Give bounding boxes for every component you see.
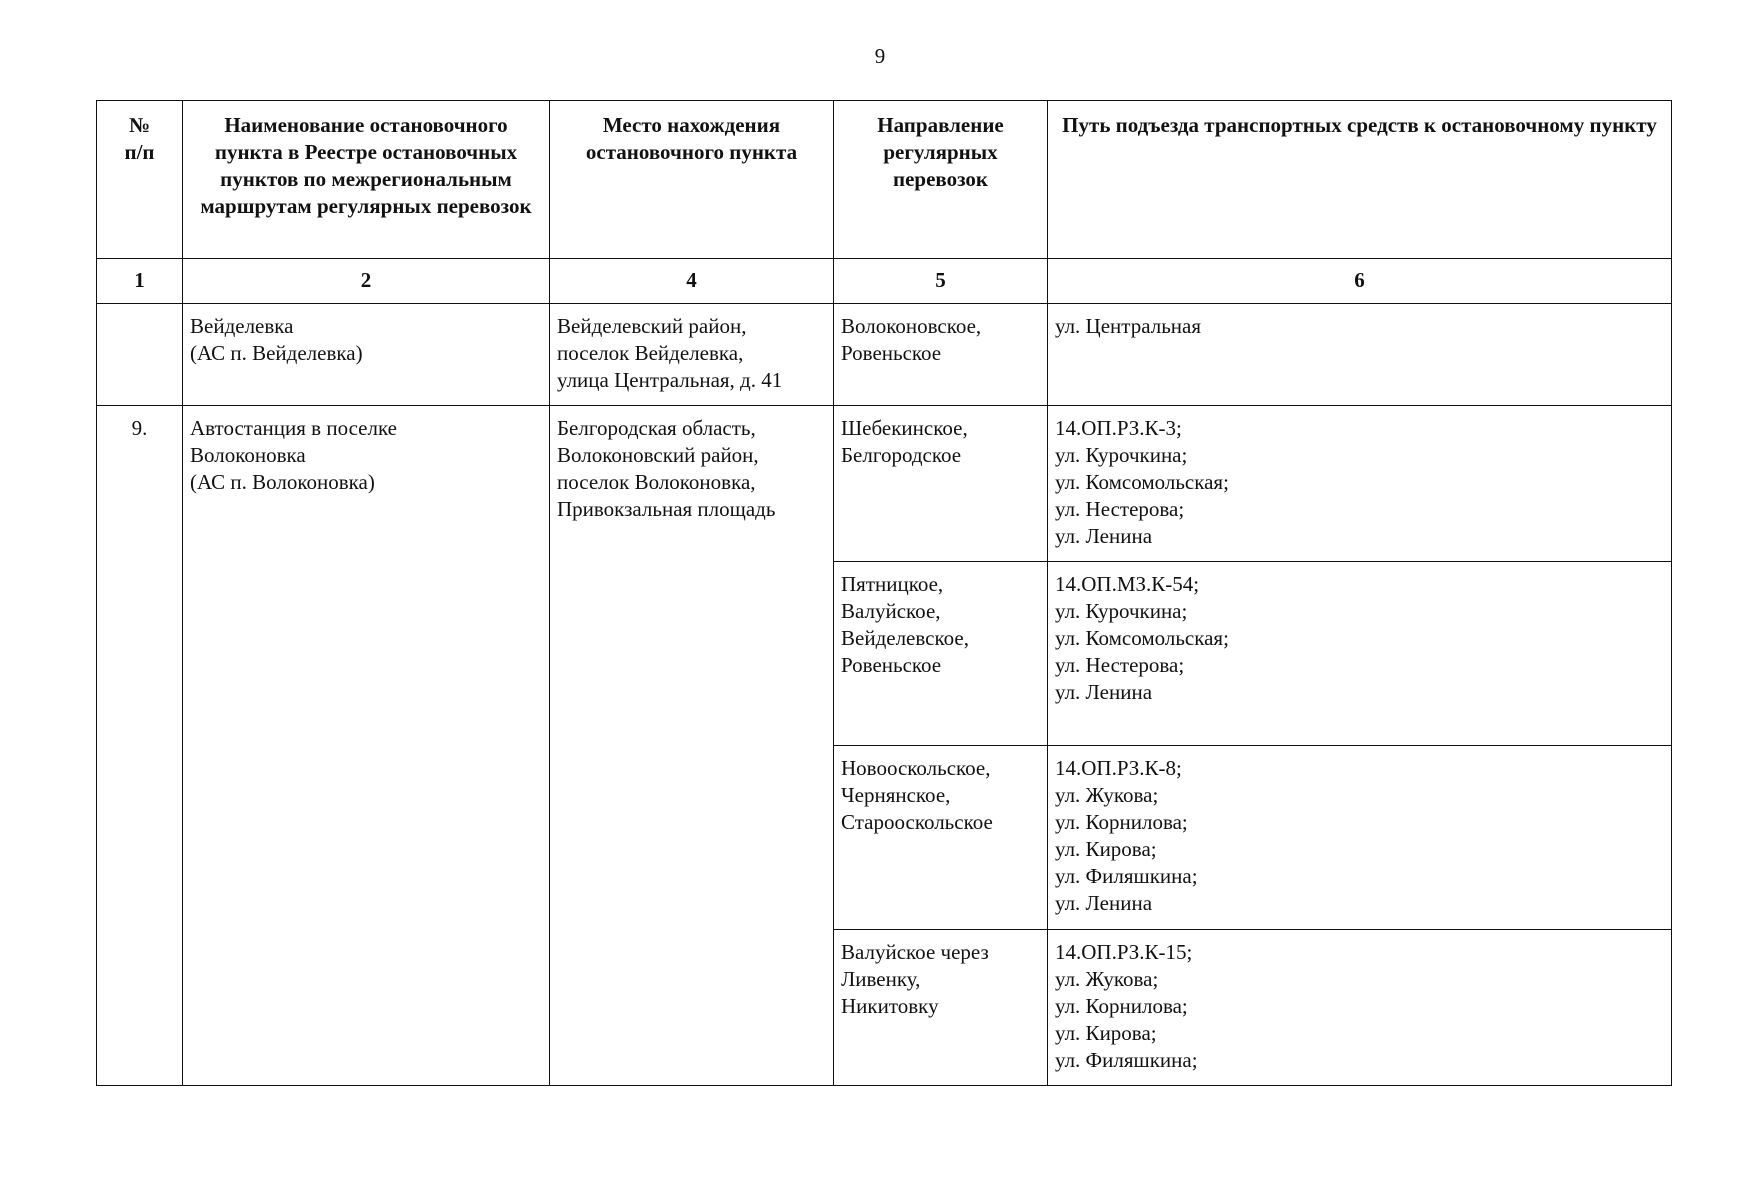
route-direction: Валуйское через Ливенку, Никитовку (834, 930, 1048, 1086)
column-number: 2 (183, 259, 550, 304)
access-route: ул. Центральная (1048, 304, 1672, 406)
page-number: 9 (874, 44, 886, 68)
access-route: 14.ОП.МЗ.К-54; ул. Курочкина; ул. Комсомольская; ул. Нестерова; ул. Ленина (1048, 562, 1672, 746)
header-num: № п/п (97, 101, 183, 259)
route-direction: Пятницкое, Валуйское, Вейделевское, Ровеньское (834, 562, 1048, 746)
row-number: 9. (97, 406, 183, 1086)
column-numbers-row (97, 259, 1672, 304)
stop-location: Белгородская область, Волоконовский район, поселок Волоконовка, Привокзальная площадь (550, 406, 834, 1086)
stop-name: Вейделевка (АС п. Вейделевка) (183, 304, 550, 406)
header-location: Место нахождения остановочного пункта (550, 101, 834, 259)
route-direction: Волоконовское, Ровеньское (834, 304, 1048, 406)
header-name: Наименование остановочного пункта в Реестре остановочных пунктов по межрегиональным маршрутам регулярных перевозок (183, 101, 550, 259)
access-route: 14.ОП.РЗ.К-15; ул. Жукова; ул. Корнилова; ул. Кирова; ул. Филяшкина; (1048, 930, 1672, 1086)
column-number: 4 (550, 259, 834, 304)
header-row (97, 101, 1672, 259)
access-route: 14.ОП.РЗ.К-3; ул. Курочкина; ул. Комсомольская; ул. Нестерова; ул. Ленина (1048, 406, 1672, 562)
stop-name: Автостанция в поселке Волоконовка (АС п. Волоконовка) (183, 406, 550, 1086)
access-route: 14.ОП.РЗ.К-8; ул. Жукова; ул. Корнилова; ул. Кирова; ул. Филяшкина; ул. Ленина (1048, 746, 1672, 930)
stop-location: Вейделевский район, поселок Вейделевка, улица Центральная, д. 41 (550, 304, 834, 406)
header-direction: Направление регулярных перевозок (834, 101, 1048, 259)
column-number: 1 (97, 259, 183, 304)
row-number (97, 304, 183, 406)
stops-table (96, 100, 1672, 1086)
header-route: Путь подъезда транспортных средств к остановочному пункту (1048, 101, 1672, 259)
column-number: 5 (834, 259, 1048, 304)
column-number: 6 (1048, 259, 1672, 304)
table-row (97, 304, 1672, 406)
route-direction: Шебекинское, Белгородское (834, 406, 1048, 562)
table-row (97, 406, 1672, 562)
route-direction: Новооскольское, Чернянское, Старооскольское (834, 746, 1048, 930)
